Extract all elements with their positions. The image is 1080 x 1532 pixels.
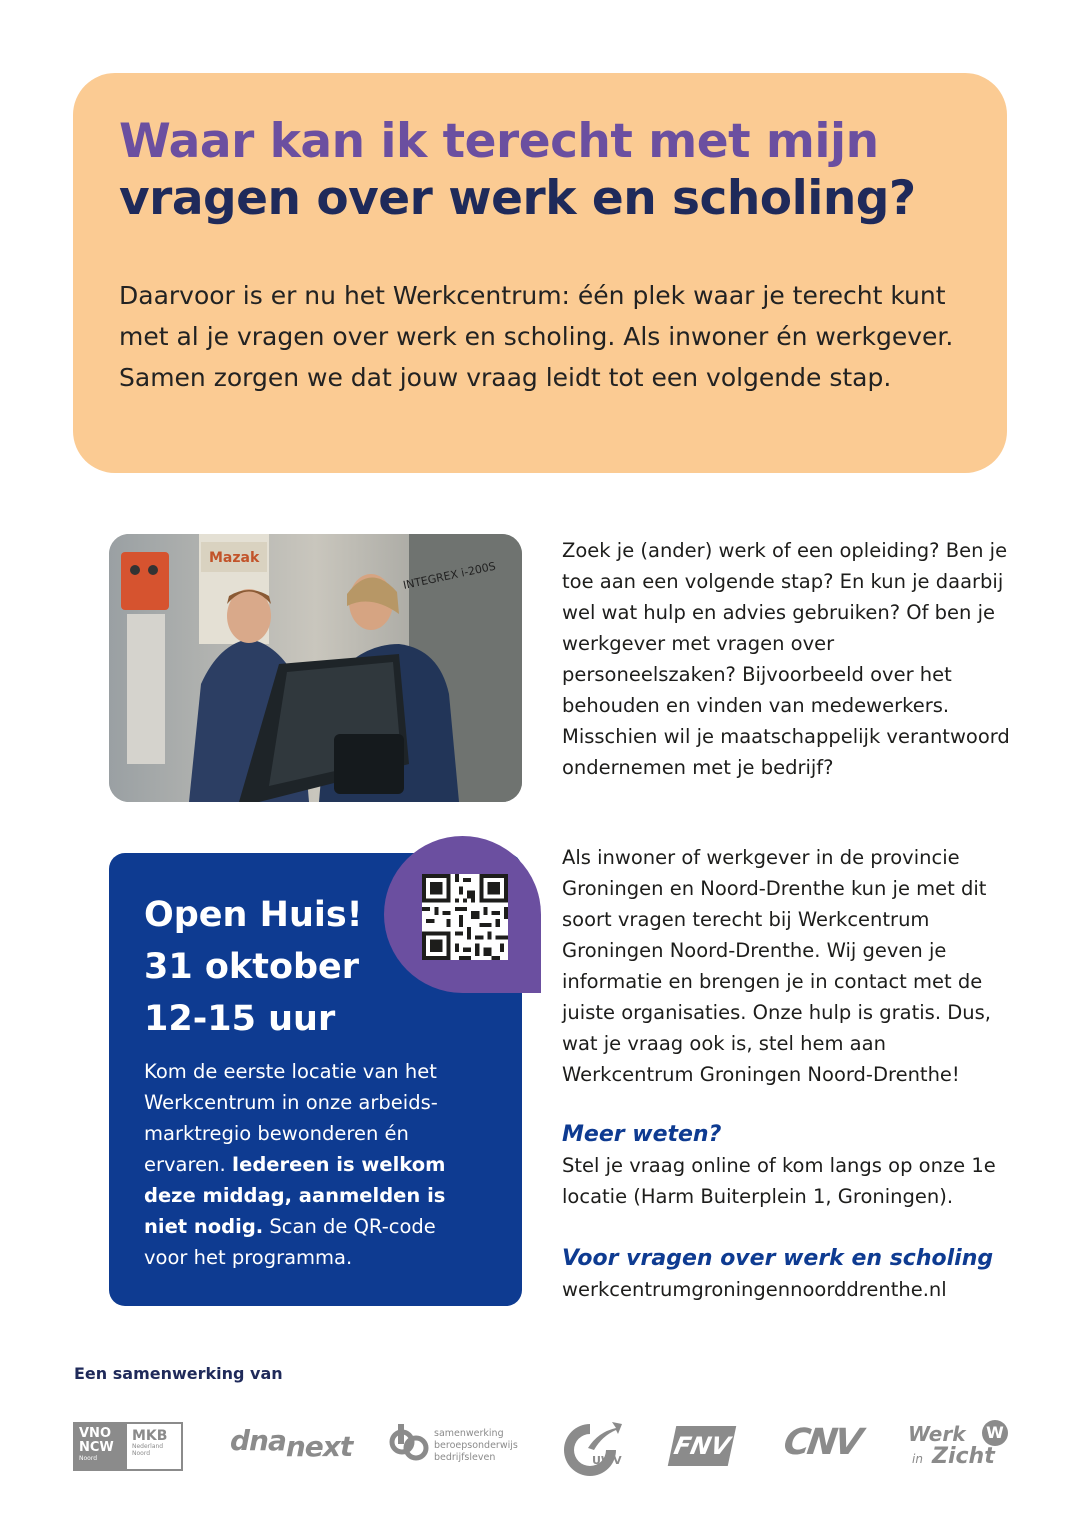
qr-tab [384, 836, 541, 993]
title-line-1: Waar kan ik terecht met mijn [119, 114, 879, 169]
qr-code[interactable] [422, 874, 508, 960]
machine-label: INTEGREX i-200S [401, 559, 497, 592]
title-line-2: vragen over werk en scholing? [119, 171, 916, 226]
wiz-zicht: Zicht [932, 1444, 995, 1469]
fnv-text: FNV [671, 1432, 733, 1460]
open-huis-date: 31 oktober [144, 947, 360, 987]
uwv-logo [558, 1418, 622, 1480]
vno-region: Noord [79, 1455, 97, 1462]
contact-heading: Voor vragen over werk en scholing [562, 1246, 994, 1271]
ncw-text: NCW [79, 1440, 114, 1455]
meer-weten-text: Stel je vraag online of kom langs op onze 1e locatie (Harm Buiterplein 1, Groningen). [562, 1154, 996, 1208]
open-huis-time: 12-15 uur [144, 999, 336, 1039]
next-text: next [285, 1430, 353, 1463]
cnv-text: CNV [781, 1422, 863, 1463]
fnv-logo [668, 1426, 737, 1466]
wiz-werk: Werk [908, 1422, 966, 1446]
wiz-mark-icon: W [982, 1420, 1008, 1446]
dna-text: dna [230, 1424, 286, 1457]
dnanext-logo [230, 1424, 353, 1463]
partners-title: Een samenwerking van [74, 1364, 283, 1383]
open-huis-heading [144, 889, 363, 1045]
sbb-logo [388, 1422, 518, 1470]
meer-weten-block [562, 1119, 1012, 1212]
sbb-text: samenwerking beroepsonderwijs bedrijfsleven [434, 1428, 518, 1463]
open-huis-body-bold: Iedereen is welkom deze middag, aanmelden is niet nodig. [144, 1153, 446, 1238]
vno-text: VNO [79, 1426, 111, 1441]
hero-panel [73, 73, 1007, 473]
wiz-in: in [912, 1452, 923, 1466]
meer-weten-heading: Meer weten? [562, 1122, 722, 1147]
open-huis-body-intro: Kom de eerste locatie van het Werkcentrum in onze arbeids-marktregio bewonderen én ervaren. [144, 1060, 438, 1176]
contact-block [562, 1243, 1012, 1305]
uwv-icon [558, 1418, 622, 1476]
open-huis-title: Open Huis! [144, 895, 363, 935]
partner-logos [0, 1410, 1080, 1490]
open-huis-body [144, 1056, 474, 1273]
sbb-icon [388, 1422, 430, 1464]
info-paragraph-1: Zoek je (ander) werk of een opleiding? Ben je toe aan een volgende stap? En kun je daarbij wel wat hulp en advies gebruiken? Of ben je werkgever met vragen over personeelszaken? Bijvoorbeeld over het behouden en vinden van medewerkers. Misschien wil je maatschappelijk verantwoord ondernemen met je bedrijf? [562, 539, 1010, 779]
mkb-text: MKB [132, 1428, 168, 1444]
werk-in-zicht-logo [908, 1420, 1008, 1476]
info-paragraph-2: Als inwoner of werkgever in de provincie Groningen en Noord-Drenthe kun je met dit soort vragen terecht bij Werkcentrum Groningen Noord-Drenthe. Wij geven je informatie en brengen je in contact met de juiste organisaties. Onze hulp is gratis. Dus, wat je vraag ook is, stel hem aan Werkcentrum Groningen Noord-Drenthe! [562, 846, 991, 1086]
info-column-top [562, 535, 1012, 783]
vno-ncw-mkb-logo [73, 1422, 183, 1471]
mkb-sub: Nederland Noord [132, 1443, 164, 1457]
uwv-text: UWV [592, 1454, 622, 1467]
intro-text: Daarvoor is er nu het Werkcentrum: één plek waar je terecht kunt met al je vragen over werk en scholing. Als inwoner én werkgever. Samen zorgen we dat jouw vraag leidt tot een volgende stap. [119, 281, 954, 392]
workshop-photo [109, 534, 522, 802]
open-huis-body-end: Scan de QR-code voor het programma. [144, 1215, 436, 1269]
page-title [119, 113, 916, 227]
info-column-middle [562, 842, 1012, 1090]
cnv-logo [781, 1422, 862, 1463]
machine-brand: Mazak [209, 550, 260, 566]
website-link[interactable]: werkcentrumgroningennoorddrenthe.nl [562, 1278, 947, 1301]
